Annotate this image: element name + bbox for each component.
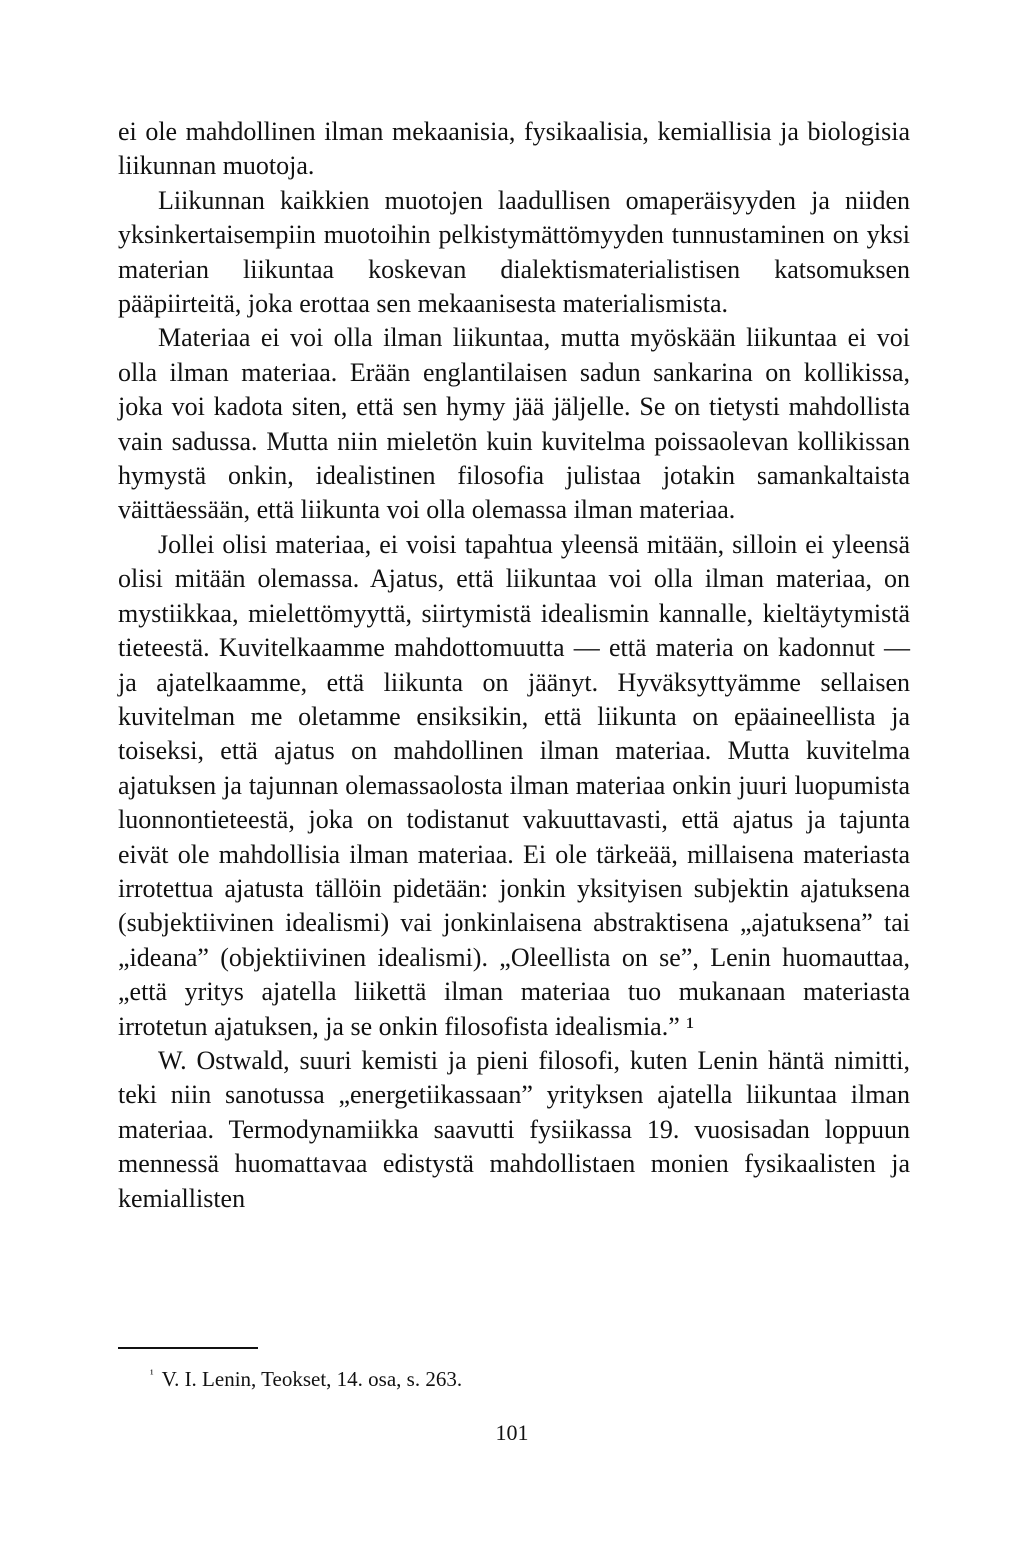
- footnote: [150, 1360, 462, 1393]
- paragraph-4: Jollei olisi materiaa, ei voisi tapahtua yleensä mitään, silloin ei yleensä olisi mitään olemassa. Ajatus, että liikuntaa voi olla ilman materiaa, on mystiikkaa, mielettömyyttä, siirtymistä idealismin kannalle, kieltäytymistä tieteestä. Kuvitelkaamme mahdottomuutta — että materia on kadonnut — ja ajatelkaamme, että liikunta on jäänyt. Hyväksyttyämme sellaisen kuvitelman me oletamme ensiksikin, että liikunta on epäaineellista ja toiseksi, että ajatus on mahdollinen ilman materiaa. Mutta kuvitelma ajatuksen ja tajunnan olemassaolosta ilman materiaa onkin juuri luopumista luonnontieteestä, joka on todistanut vakuuttavasti, että ajatus ja tajunta eivät ole mahdollisia ilman materiaa. Ei ole tärkeää, millaisena materiasta irrotettua ajatusta tällöin pidetään: jonkin yksityisen subjektin ajatuksena (subjektiivinen idealismi) vai jonkinlaisena abstraktisena „ajatuksena” tai „ideana” (objektiivinen idealismi). „Oleellista on se”, Lenin huomauttaa, „että yritys ajatella liikettä ilman materiaa tuo mukanaan materiasta irrotetun ajatuksen, ja se onkin filosofista idealismia.” ¹: [118, 529, 910, 1041]
- footnote-text: V. I. Lenin, Teokset, 14. osa, s. 263.: [161, 1367, 463, 1391]
- footnote-marker: ¹: [150, 1367, 154, 1381]
- paragraph-2: Liikunnan kaikkien muotojen laadullisen omaperäisyyden ja niiden yksinkertaisempiin muotoihin pelkistymättömyyden tunnustaminen on yksi materian liikuntaa koskevan dialektismaterialistisen katsomuksen pääpiirteitä, joka erottaa sen mekaanisesta materialismista.: [118, 185, 910, 319]
- footnote-divider: [118, 1347, 258, 1349]
- paragraph-1: ei ole mahdollinen ilman mekaanisia, fysikaalisia, kemiallisia ja biologisia liikunnan muotoja.: [118, 117, 910, 181]
- body-text: [118, 115, 910, 1216]
- paragraph-5: W. Ostwald, suuri kemisti ja pieni filosofi, kuten Lenin häntä nimitti, teki niin sanotussa „energetiikassaan” yrityksen ajatella liikuntaa ilman materiaa. Termodynamiikka saavutti fysiikassa 19. vuosisadan loppuun mennessä huomattavaa edistystä mahdollistaen monien fysikaalisten ja kemiallisten: [118, 1045, 910, 1213]
- page-number: 101: [495, 1420, 529, 1445]
- paragraph-3: Materiaa ei voi olla ilman liikuntaa, mutta myöskään liikuntaa ei voi olla ilman materiaa. Erään englantilaisen sadun sankarina on kollikissa, joka voi kadota siten, että sen hymy jää jäljelle. Se on tietysti mahdollista vain sadussa. Mutta niin mieletön kuin kuvitelma poissaolevan kollikissan hymystä onkin, idealistinen filosofia julistaa jotakin samankaltaista väittäessään, että liikunta voi olla olemassa ilman materiaa.: [118, 323, 910, 525]
